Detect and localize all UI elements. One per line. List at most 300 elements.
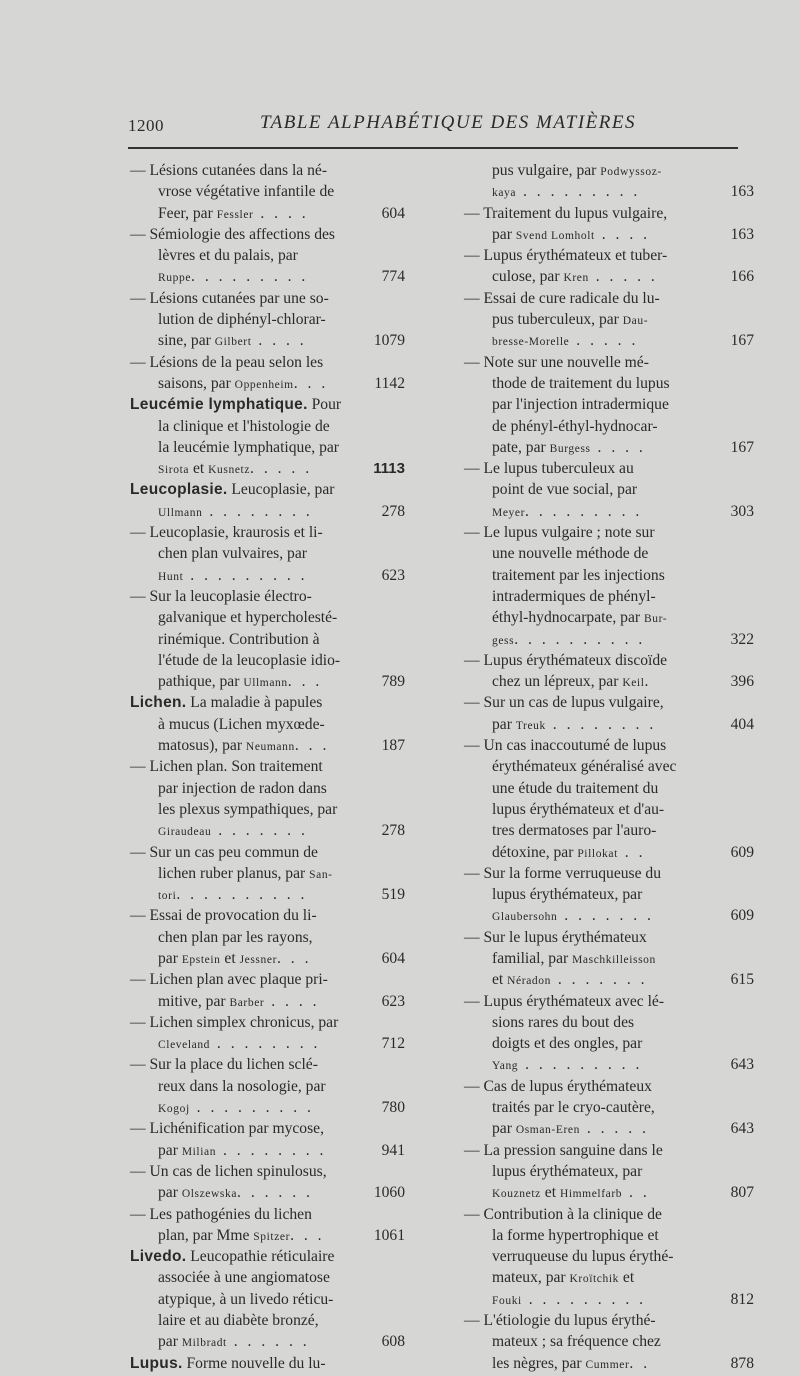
- index-line: [464, 565, 739, 586]
- entry-text: — Les pathogénies du lichen: [130, 1205, 312, 1223]
- index-line: [130, 1161, 405, 1182]
- leader-dots: . . . . .: [569, 332, 639, 350]
- entry-text: — Lichen plan avec plaque pri-: [130, 971, 328, 989]
- leader-dots: . . . . .: [250, 460, 313, 478]
- page-reference: 187: [381, 737, 405, 755]
- page-reference: 167: [730, 332, 754, 350]
- entry-text: de phényl-éthyl-hydnocar-: [492, 417, 658, 435]
- index-line: [130, 905, 405, 926]
- page-reference: 608: [381, 1333, 405, 1351]
- index-line: [464, 394, 739, 415]
- entry-text: une nouvelle méthode de: [492, 545, 649, 563]
- entry-text: — Lésions cutanées par une so-: [130, 289, 329, 307]
- leader-dots: . . . . . .: [237, 1184, 313, 1202]
- index-line: [464, 799, 739, 820]
- page-reference: 712: [381, 1035, 405, 1053]
- index-line: [464, 927, 739, 948]
- author-name: Cleveland: [158, 1039, 211, 1052]
- author-name: Oppenheim: [234, 378, 294, 391]
- entry-text: verruqueuse du lupus érythé-: [492, 1248, 674, 1266]
- index-line: [130, 160, 405, 181]
- index-line: [464, 501, 754, 522]
- author-name: Kouznetz: [492, 1188, 541, 1201]
- page-reference: 807: [730, 1184, 754, 1202]
- author-name: Bur-: [643, 613, 668, 626]
- entry-text: et: [540, 1184, 560, 1202]
- page-reference: 1060: [373, 1184, 405, 1202]
- page-reference: 878: [730, 1354, 754, 1372]
- entry-text: détoxine, par: [492, 843, 578, 861]
- page-reference: 322: [730, 630, 754, 648]
- index-line: [130, 1182, 405, 1203]
- index-line: [464, 1225, 739, 1246]
- author-name: Epstein: [181, 953, 221, 966]
- entry-text: — Leucoplasie, kraurosis et li-: [130, 524, 323, 542]
- index-line: [464, 1140, 739, 1161]
- page-reference: 278: [381, 502, 405, 520]
- entry-text: à mucus (Lichen myxœde-: [158, 715, 325, 733]
- page-reference: 303: [730, 502, 754, 520]
- entry-text: érythémateux généralisé avec: [492, 758, 677, 776]
- author-name: kaya: [492, 187, 517, 200]
- index-line: [464, 650, 739, 671]
- author-name: Treuk: [515, 719, 546, 732]
- index-line: [464, 1289, 754, 1310]
- author-name: Cummer: [585, 1358, 630, 1371]
- entry-text: — La pression sanguine dans le: [464, 1141, 663, 1159]
- entry-text: chen plan par les rayons,: [158, 928, 313, 946]
- index-line: [130, 266, 405, 287]
- leader-dots: . . .: [294, 737, 330, 755]
- page-reference: 163: [730, 225, 754, 243]
- entry-text: par injection de radon dans: [158, 779, 327, 797]
- index-line: [464, 735, 739, 756]
- author-name: Hunt: [158, 570, 184, 583]
- entry-text: reux dans la nosologie, par: [158, 1077, 326, 1095]
- entry-text: — Sur la forme verruqueuse du: [464, 864, 662, 882]
- index-line: [464, 245, 739, 266]
- leader-dots: . . . . . . . .: [545, 715, 657, 733]
- author-name: Dau-: [622, 315, 649, 328]
- entry-text: Pour: [307, 396, 342, 414]
- leader-dots: . . .: [293, 374, 329, 392]
- page-reference: 167: [730, 438, 754, 456]
- author-name: Glaubersohn: [492, 911, 558, 924]
- index-line: [464, 1161, 739, 1182]
- author-name: gess: [492, 634, 515, 647]
- index-line: [130, 203, 405, 224]
- entry-text: pus tuberculeux, par: [492, 311, 623, 329]
- entry-text: pate, par: [492, 438, 550, 456]
- entry-text: — Essai de cure radicale du lu-: [464, 289, 660, 307]
- index-line: [464, 1076, 739, 1097]
- entry-text: — Sémiologie des affections des: [130, 225, 335, 243]
- header-rule: [128, 147, 738, 149]
- author-name: Gilbert: [214, 336, 252, 349]
- entry-text: sine, par: [158, 332, 215, 350]
- index-line: [130, 842, 405, 863]
- author-name: Barber: [229, 996, 265, 1009]
- index-line: [130, 458, 405, 479]
- leader-dots: . . .: [277, 949, 312, 967]
- entry-text: — Lupus érythémateux et tuber-: [464, 247, 668, 265]
- entry-text: — L'étiologie du lupus érythé-: [464, 1312, 656, 1330]
- index-line: [130, 671, 405, 692]
- page-reference: 166: [730, 268, 754, 286]
- leader-dots: . . . . . . . . .: [518, 1056, 643, 1074]
- index-line: [464, 820, 739, 841]
- author-name: Yang: [492, 1060, 519, 1073]
- page-reference: 609: [730, 843, 754, 861]
- author-name: Olszewska: [181, 1188, 238, 1201]
- index-line: [130, 1118, 405, 1139]
- entry-text: les nègres, par: [492, 1354, 586, 1372]
- index-line: [130, 181, 405, 202]
- leader-dots: . . . . . . . . .: [191, 268, 309, 286]
- leader-dots: . . . .: [253, 204, 309, 222]
- entry-text: — Sur un cas peu commun de: [130, 843, 318, 861]
- index-line: [464, 458, 739, 479]
- index-line: [464, 948, 739, 969]
- author-name: tori: [158, 890, 177, 903]
- entry-text: La maladie à papules: [186, 694, 323, 712]
- index-line: [130, 1054, 405, 1075]
- entry-text: mateux, par: [492, 1269, 570, 1287]
- page-reference: 780: [381, 1099, 405, 1117]
- index-line: [464, 181, 754, 202]
- page-reference: 163: [730, 183, 754, 201]
- entry-text: — Sur un cas de lupus vulgaire,: [464, 694, 664, 712]
- index-line: [130, 479, 405, 500]
- entry-text: lupus érythémateux et d'au-: [492, 800, 665, 818]
- author-name: Kren: [563, 272, 589, 285]
- entry-text: — Sur la leucoplasie électro-: [130, 587, 312, 605]
- entry-text: — Lichen plan. Son traitement: [130, 758, 323, 776]
- index-line: [464, 437, 754, 458]
- page-reference: 941: [381, 1141, 405, 1159]
- index-line: [130, 778, 405, 799]
- page-reference: 1142: [374, 374, 405, 392]
- index-line: [130, 1289, 405, 1310]
- index-line: [130, 1012, 405, 1033]
- entry-text: Feer, par: [158, 204, 217, 222]
- index-line: [464, 330, 754, 351]
- index-line: [130, 245, 405, 266]
- index-line: [464, 1012, 739, 1033]
- entry-text: doigts et des ongles, par: [492, 1035, 643, 1053]
- leader-dots: . . . . . . . . .: [525, 502, 643, 520]
- index-line: [464, 607, 739, 628]
- index-line: [130, 1076, 405, 1097]
- page-reference: 1061: [373, 1226, 405, 1244]
- entry-text: Leucoplasie, par: [227, 481, 335, 499]
- index-line: [464, 969, 754, 990]
- entry-text: — Lupus érythémateux discoïde: [464, 651, 668, 669]
- entry-text: culose, par: [492, 268, 564, 286]
- author-name: Néradon: [507, 975, 551, 988]
- index-line: [464, 288, 739, 309]
- index-headword: Livedo.: [130, 1248, 187, 1266]
- index-line: [130, 1310, 405, 1331]
- index-line: [464, 160, 739, 181]
- page-reference: 643: [730, 1056, 754, 1074]
- entry-text: par l'injection intradermique: [492, 396, 669, 414]
- index-line: [130, 607, 405, 628]
- page-reference: 623: [381, 992, 405, 1010]
- entry-text: par: [492, 225, 516, 243]
- index-headword: Leucoplasie.: [130, 481, 228, 499]
- page-reference: 774: [381, 268, 405, 286]
- entry-text: — Le lupus vulgaire ; note sur: [464, 524, 655, 542]
- index-line: [130, 1140, 405, 1161]
- entry-text: la leucémie lymphatique, par: [158, 438, 339, 456]
- index-line: [130, 416, 405, 437]
- author-name: Podwyssoz-: [600, 166, 662, 178]
- leader-dots: . . . . .: [579, 1120, 649, 1138]
- entry-text: et: [189, 460, 209, 478]
- index-line: [464, 352, 739, 373]
- entry-text: — Cas de lupus érythémateux: [464, 1077, 652, 1095]
- author-name: San-: [309, 868, 333, 881]
- index-line: [464, 1054, 754, 1075]
- entry-text: sions rares du bout des: [492, 1013, 635, 1031]
- index-line: [130, 1204, 405, 1225]
- entry-text: — Traitement du lupus vulgaire,: [464, 204, 668, 222]
- index-line: [464, 1331, 739, 1352]
- author-name: Fouki: [492, 1294, 522, 1307]
- entry-text: saisons, par: [158, 374, 235, 392]
- entry-text: lution de diphényl-chlorar-: [158, 311, 326, 329]
- author-name: bresse-Morelle: [492, 336, 570, 349]
- index-line: [464, 203, 739, 224]
- index-line: [130, 969, 405, 990]
- author-name: Jessner: [239, 953, 277, 966]
- leader-dots: . . . . . . . . .: [189, 1099, 314, 1117]
- entry-text: — Sur la place du lichen sclé-: [130, 1056, 318, 1074]
- index-line: [464, 266, 754, 287]
- entry-text: par: [158, 1333, 182, 1351]
- leader-dots: . . . .: [251, 332, 307, 350]
- author-name: Himmelfarb: [559, 1188, 623, 1201]
- author-name: Sirota: [158, 464, 190, 477]
- author-name: Kroïtchik: [569, 1273, 619, 1286]
- entry-text: lupus érythémateux, par: [492, 1162, 643, 1180]
- entry-text: l'étude de la leucoplasie idio-: [158, 651, 341, 669]
- index-line: [464, 543, 739, 564]
- leader-dots: . . . . . . .: [211, 822, 308, 840]
- index-line: [464, 671, 754, 692]
- entry-text: tres dermatoses par l'auro-: [492, 822, 657, 840]
- entry-text: — Lésions cutanées dans la né-: [130, 162, 328, 179]
- author-name: Ruppe: [158, 272, 192, 285]
- index-line: [464, 1204, 739, 1225]
- entry-text: — Un cas de lichen spinulosus,: [130, 1162, 327, 1180]
- entry-text: et: [492, 971, 508, 989]
- index-line: [464, 1097, 739, 1118]
- page-reference: 278: [381, 822, 405, 840]
- index-line: [130, 288, 405, 309]
- entry-text: laire et au diabète bronzé,: [158, 1312, 319, 1330]
- entry-text: — Lichen simplex chronicus, par: [130, 1013, 339, 1031]
- entry-text: et: [619, 1269, 635, 1287]
- page-reference: 609: [730, 907, 754, 925]
- index-line: [130, 991, 405, 1012]
- leader-dots: . . . . . . . .: [216, 1141, 327, 1159]
- author-name: Osman-Eren: [515, 1124, 580, 1137]
- entry-text: intradermiques de phényl-: [492, 587, 656, 605]
- author-name: Fessler: [216, 208, 254, 221]
- entry-text: mateux ; sa fréquence chez: [492, 1333, 661, 1351]
- leader-dots: . . . . . . . . .: [183, 566, 308, 584]
- entry-text: — Note sur une nouvelle mé-: [464, 353, 649, 371]
- entry-text: éthyl-hydnocarpate, par: [492, 609, 644, 627]
- leader-dots: . . . . .: [588, 268, 658, 286]
- leader-dots: . .: [629, 1354, 651, 1372]
- index-line: [464, 479, 739, 500]
- index-headword: Leucémie lymphatique.: [130, 396, 308, 414]
- page-number: 1200: [128, 116, 164, 135]
- author-name: Burgess: [549, 442, 591, 455]
- page-title: TABLE ALPHABÉTIQUE DES MATIÈRES: [260, 112, 636, 133]
- author-name: Kogoj: [158, 1103, 190, 1116]
- index-line: [130, 501, 405, 522]
- index-column-left: [130, 160, 405, 1374]
- entry-text: pathique, par: [158, 673, 244, 691]
- entry-text: — Le lupus tuberculeux au: [464, 460, 634, 478]
- entry-text: associée à une angiomatose: [158, 1269, 330, 1287]
- index-line: [130, 629, 405, 650]
- entry-text: les plexus sympathiques, par: [158, 800, 338, 818]
- index-line: [464, 1310, 739, 1331]
- page-reference: 643: [730, 1120, 754, 1138]
- author-name: Neumann: [245, 741, 295, 754]
- entry-text: par: [492, 715, 516, 733]
- entry-text: par: [158, 1184, 182, 1202]
- index-line: [130, 522, 405, 543]
- index-line: [464, 905, 754, 926]
- entry-text: chez un lépreux, par: [492, 673, 623, 691]
- index-line: [464, 586, 739, 607]
- author-name: Milbradt: [181, 1337, 227, 1350]
- index-line: [130, 352, 405, 373]
- page-reference: 604: [381, 204, 405, 222]
- index-line: [464, 714, 754, 735]
- index-line: [464, 373, 739, 394]
- index-line: [130, 714, 405, 735]
- page-reference: 519: [381, 886, 405, 904]
- author-name: Meyer: [492, 506, 526, 519]
- author-name: Ullmann: [158, 506, 203, 519]
- index-line: [130, 735, 405, 756]
- leader-dots: . . .: [290, 1226, 325, 1244]
- page-reference: 404: [730, 715, 754, 733]
- page-reference: 812: [730, 1290, 754, 1308]
- entry-text: Forme nouvelle du lu-: [182, 1354, 326, 1372]
- index-line: [464, 991, 739, 1012]
- author-name: Ullmann: [243, 677, 288, 690]
- leader-dots: . .: [622, 1184, 650, 1202]
- index-line: [130, 820, 405, 841]
- entry-text: point de vue social, par: [492, 481, 638, 499]
- entry-text: et: [220, 949, 240, 967]
- index-line: [130, 586, 405, 607]
- leader-dots: .: [644, 673, 652, 691]
- index-line: [464, 842, 754, 863]
- page-reference: 615: [730, 971, 754, 989]
- entry-text: — Lichénification par mycose,: [130, 1120, 324, 1138]
- index-line: [130, 799, 405, 820]
- leader-dots: . . . . . . . . . .: [176, 886, 308, 904]
- entry-text: familial, par: [492, 949, 573, 967]
- index-line: [464, 863, 739, 884]
- leader-dots: . . . . . . . .: [210, 1035, 321, 1053]
- author-name: Milian: [181, 1145, 217, 1158]
- index-line: [130, 1267, 405, 1288]
- author-name: Pillokat: [577, 847, 618, 860]
- index-line: [130, 863, 405, 884]
- entry-text: — Lésions de la peau selon les: [130, 353, 324, 371]
- index-line: [130, 394, 405, 415]
- leader-dots: . . . .: [594, 225, 651, 243]
- index-line: [130, 1097, 405, 1118]
- index-line: [464, 1246, 739, 1267]
- entry-text: par: [492, 1120, 516, 1138]
- index-line: [464, 778, 739, 799]
- index-headword: Lichen.: [130, 694, 187, 712]
- index-line: [464, 522, 739, 543]
- entry-text: vrose végétative infantile de: [158, 183, 335, 201]
- entry-text: lupus érythémateux, par: [492, 886, 643, 904]
- leader-dots: . . . . . . . . .: [516, 183, 641, 201]
- leader-dots: . . . . . . .: [557, 907, 654, 925]
- entry-text: la forme hypertrophique et: [492, 1226, 659, 1244]
- leader-dots: . . . . . . . .: [202, 502, 313, 520]
- index-line: [130, 756, 405, 777]
- entry-text: pus vulgaire, par: [492, 162, 601, 179]
- index-line: [464, 1182, 754, 1203]
- entry-text: — Contribution à la clinique de: [464, 1205, 662, 1223]
- page-reference: 1079: [373, 332, 405, 350]
- index-line: [130, 330, 405, 351]
- entry-text: mitive, par: [158, 992, 230, 1010]
- index-line: [130, 948, 405, 969]
- entry-text: — Essai de provocation du li-: [130, 907, 317, 925]
- entry-text: Leucopathie réticulaire: [186, 1248, 335, 1266]
- index-line: [130, 650, 405, 671]
- entry-text: traitement par les injections: [492, 566, 665, 584]
- index-line: [130, 884, 405, 905]
- entry-text: — Sur le lupus érythémateux: [464, 928, 647, 946]
- index-line: [130, 692, 405, 713]
- entry-text: traités par le cryo-cautère,: [492, 1099, 655, 1117]
- index-headword: Lupus.: [130, 1354, 183, 1372]
- entry-text: par: [158, 949, 182, 967]
- index-line: [130, 309, 405, 330]
- entry-text: par: [158, 1141, 182, 1159]
- index-line: [130, 565, 405, 586]
- author-name: Maschkilleisson: [572, 953, 656, 966]
- leader-dots: . . . .: [264, 992, 320, 1010]
- index-line: [130, 1353, 405, 1374]
- index-line: [130, 1331, 405, 1352]
- author-name: Giraudeau: [158, 826, 212, 839]
- entry-text: la clinique et l'histologie de: [158, 417, 330, 435]
- index-line: [464, 1267, 739, 1288]
- leader-dots: . . .: [287, 673, 323, 691]
- entry-text: plan, par Mme: [158, 1226, 254, 1244]
- index-line: [464, 884, 739, 905]
- author-name: Spitzer: [253, 1230, 291, 1243]
